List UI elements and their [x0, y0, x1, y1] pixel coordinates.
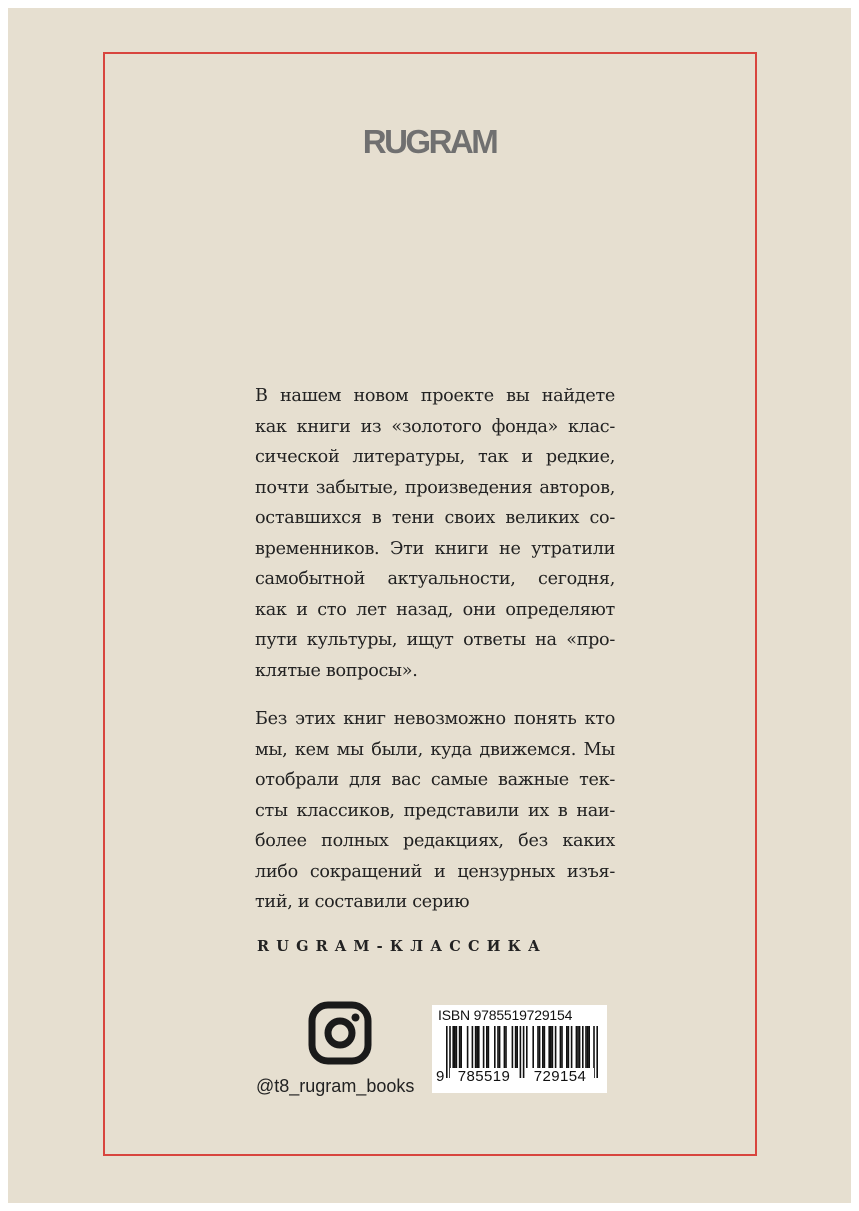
ean-right-digits: 729154 [526, 1068, 594, 1086]
barcode-bar [516, 1026, 518, 1069]
barcode-bar [460, 1026, 462, 1069]
text-line: почти забытые, произведения авторов, [255, 477, 615, 498]
description-paragraph-2 [255, 704, 615, 918]
text-line: клятые вопросы». [255, 660, 418, 681]
barcode-bar [523, 1026, 525, 1078]
barcode-bar [494, 1026, 496, 1069]
publisher-logo: RUGRAM [362, 123, 497, 160]
ean-left-digits: 785519 [450, 1068, 518, 1086]
text-line: самобытной актуальности, сегодня, [255, 569, 615, 589]
barcode-bar [475, 1026, 477, 1069]
barcode-bar [478, 1026, 480, 1069]
barcode-bar [515, 1026, 517, 1069]
text-line: более полных редакциях, без каких [255, 831, 615, 851]
text-line: Без этих книг невозможно понять кто [255, 709, 615, 729]
text-line: тий, и составили серию [255, 892, 470, 912]
barcode-bar [561, 1026, 563, 1069]
barcode-bar [550, 1026, 552, 1069]
barcode-bar [539, 1026, 541, 1069]
barcode-bar [459, 1026, 461, 1069]
text-line: В нашем новом проекте вы найдете [255, 386, 615, 406]
text-line: пути культуры, ищут ответы на «про- [255, 630, 615, 650]
text-line: отобрали для вас самые важные тек- [255, 770, 615, 790]
barcode-bar [483, 1026, 485, 1069]
barcode-bar [576, 1026, 578, 1069]
barcode-bar [512, 1026, 514, 1069]
text-line: мы, кем мы были, куда движемся. Мы [255, 739, 615, 760]
text-line: временников. Эти книги не утратили [255, 538, 615, 559]
barcode-bar [446, 1026, 448, 1078]
barcode-bar [548, 1026, 550, 1069]
barcode-bar [568, 1026, 570, 1069]
barcode-bar [577, 1026, 579, 1069]
barcode-bar [582, 1026, 584, 1069]
ean-first-digit: 9 [436, 1068, 445, 1085]
text-line: сты классиков, представили их в наи- [255, 800, 615, 821]
barcode-bar [566, 1026, 568, 1069]
barcode-bar [454, 1026, 456, 1069]
barcode-bar [488, 1026, 490, 1069]
series-name: RUGRAM-КЛАССИКА [257, 938, 548, 955]
text-line: либо сокращений и цензурных изъя- [255, 861, 615, 882]
barcode-bar [456, 1026, 458, 1069]
barcode-bar [588, 1026, 590, 1069]
text-line: как и сто лет назад, они определяют [255, 599, 615, 620]
barcode-bar [452, 1026, 454, 1069]
text-line: оставшихся в тени своих великих со- [255, 508, 615, 528]
barcode-bar [571, 1026, 573, 1069]
barcode-bar [532, 1026, 534, 1069]
barcode-bar [596, 1026, 598, 1078]
instagram-handle: @t8_rugram_books [256, 1076, 415, 1096]
instagram-icon [308, 1001, 372, 1065]
barcode-bar [585, 1026, 587, 1069]
barcode-bar [544, 1026, 546, 1069]
barcode-bar [520, 1026, 522, 1078]
barcode-bar [499, 1026, 501, 1069]
barcode-bar [552, 1026, 554, 1069]
barcode-bar [472, 1026, 474, 1069]
barcode-bar [505, 1026, 507, 1069]
barcode-bar [504, 1026, 506, 1069]
barcode-bar [476, 1026, 478, 1069]
barcode-bar [542, 1026, 544, 1069]
text-line: сической литературы, так и редкие, [255, 447, 615, 467]
barcode-bar [537, 1026, 539, 1069]
barcode-bar [579, 1026, 581, 1069]
barcode-bar [560, 1026, 562, 1069]
barcode-bar [486, 1026, 488, 1069]
barcode-bar [587, 1026, 589, 1069]
description-paragraph-1 [255, 381, 615, 686]
barcode-bar [497, 1026, 499, 1069]
isbn-label: ISBN 9785519729154 [438, 1007, 573, 1023]
barcode-bar [526, 1026, 528, 1069]
text-line: как книги из «золотого фонда» клас- [255, 416, 615, 437]
barcode-bar [467, 1026, 469, 1069]
barcode-bar [555, 1026, 557, 1069]
